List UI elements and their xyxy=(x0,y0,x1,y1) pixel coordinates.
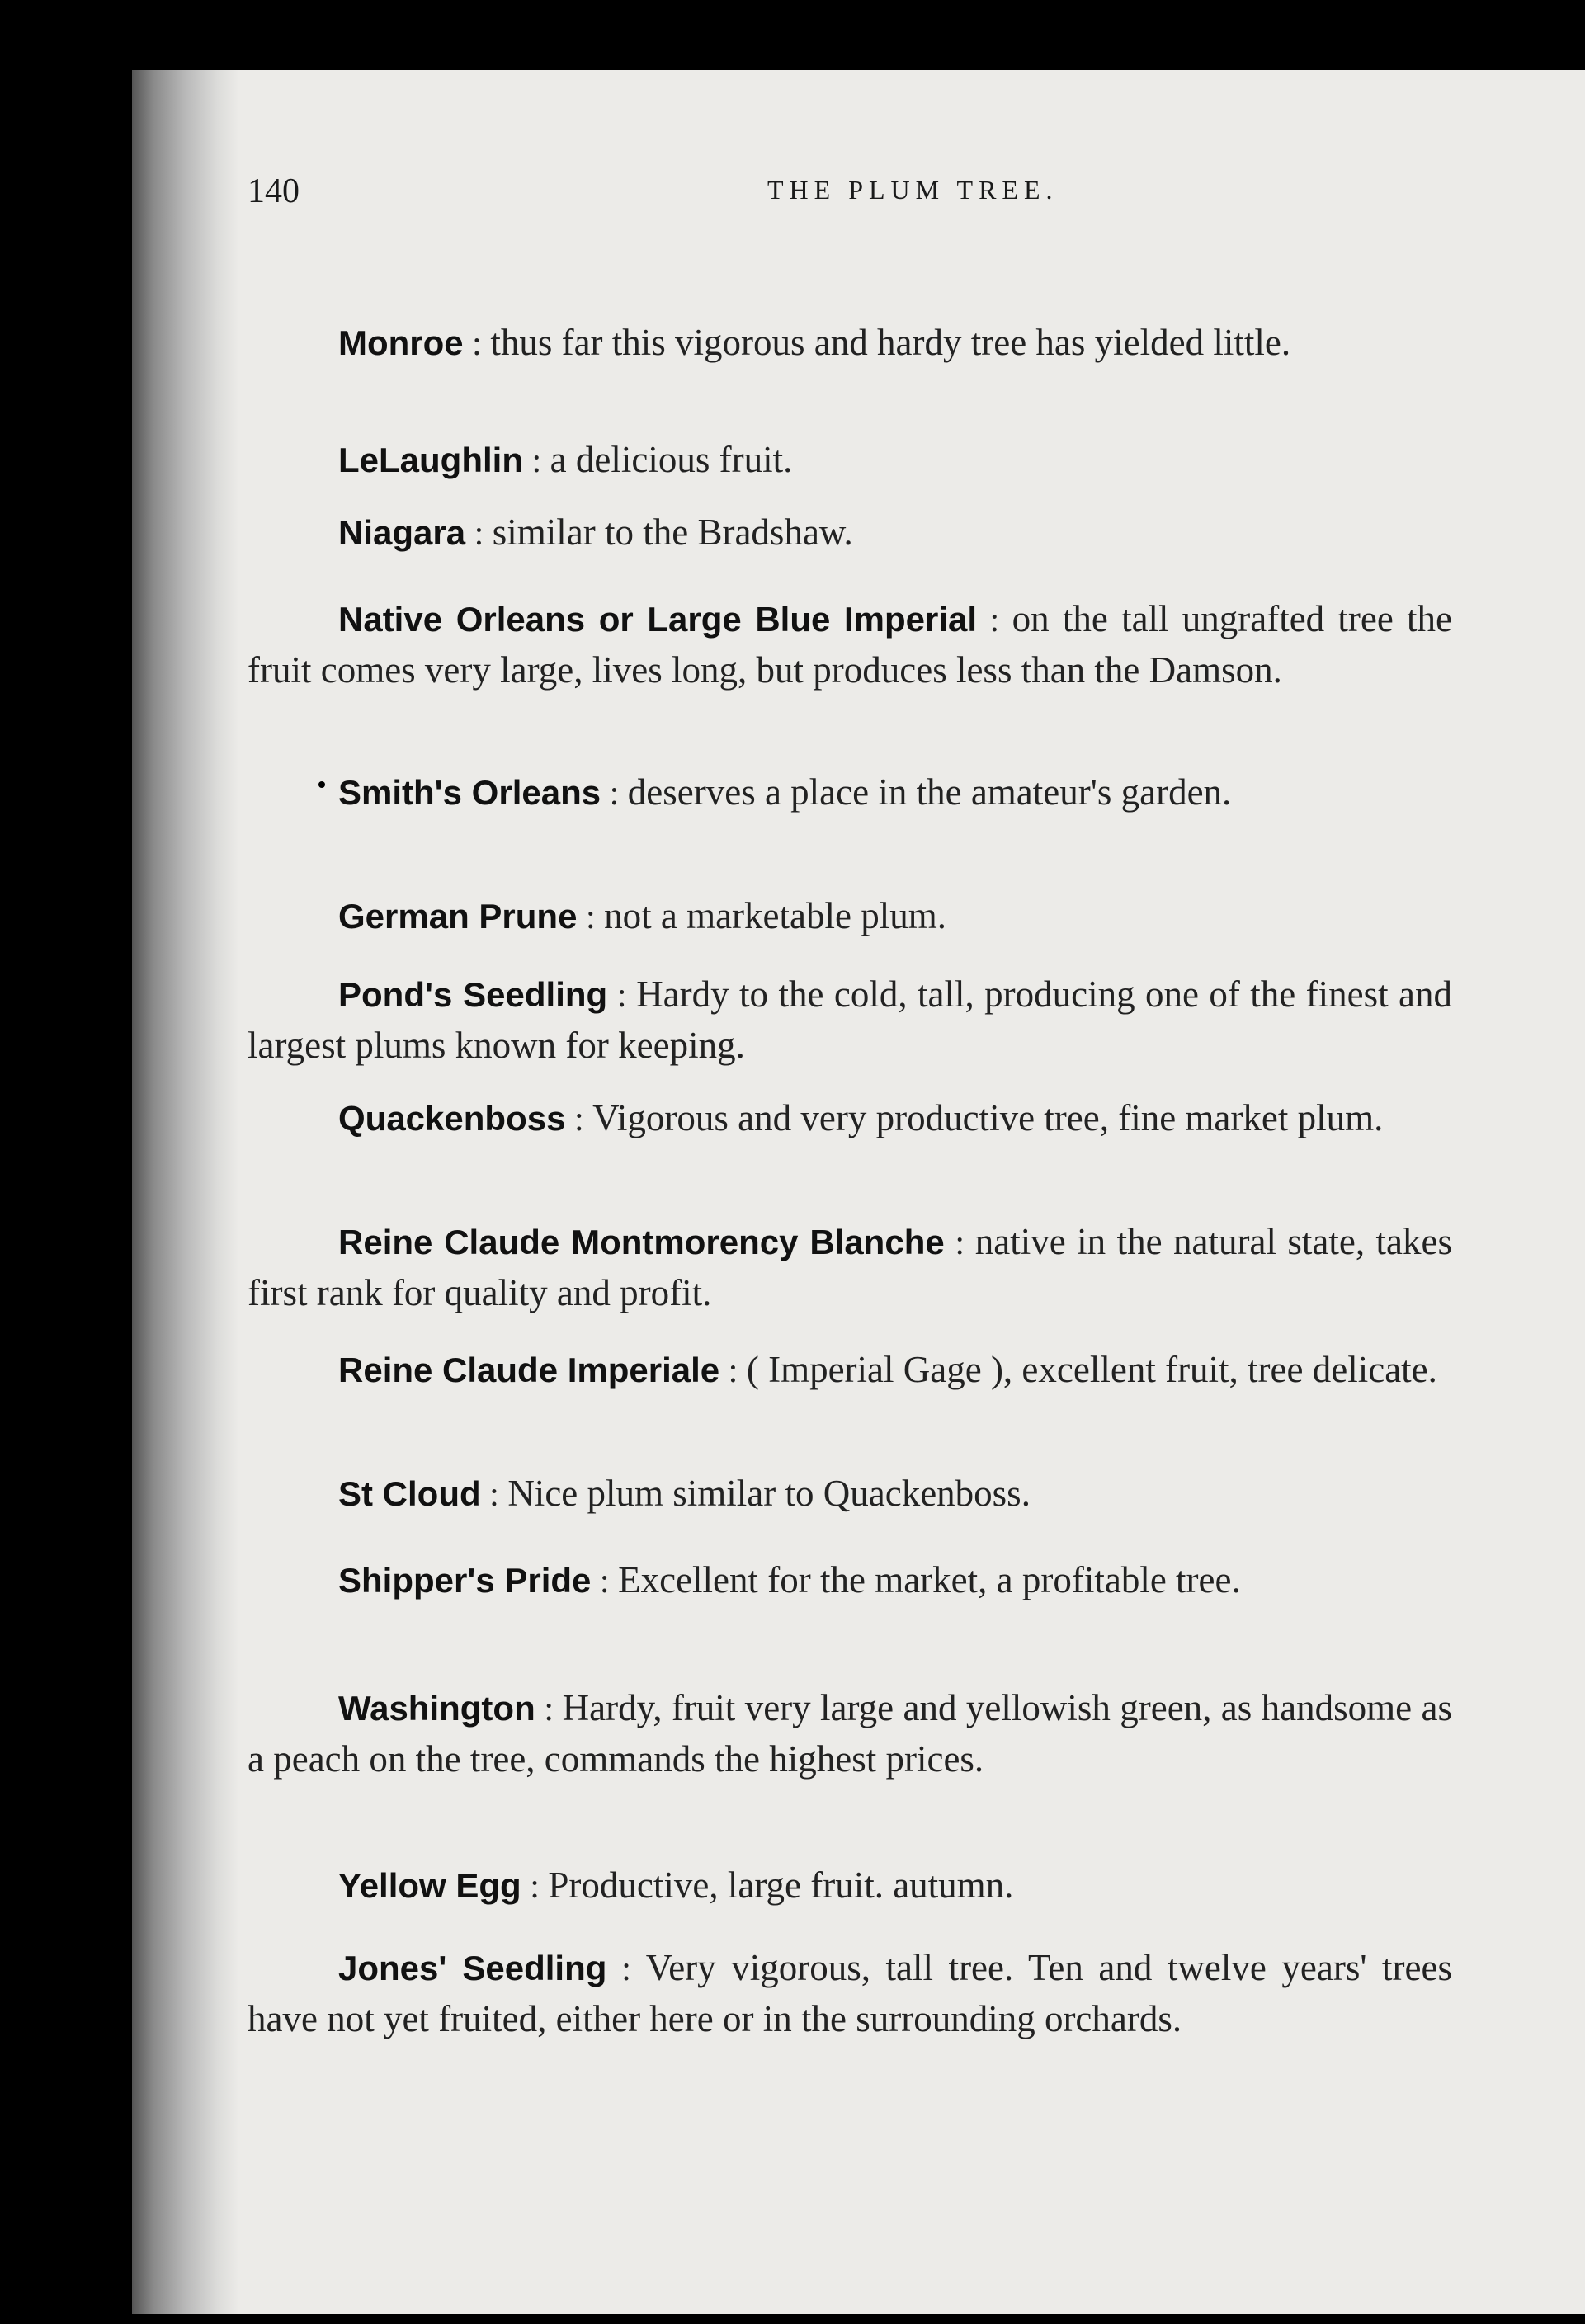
variety-name: St Cloud xyxy=(338,1474,481,1513)
variety-description: ( Imperial Gage ), excellent fruit, tree delicate. xyxy=(746,1349,1437,1390)
running-title: THE PLUM TREE. xyxy=(767,175,1059,205)
entry-lelaughlin: LeLaughlin : a delicious fruit. xyxy=(338,439,793,480)
entry-yellow-egg: Yellow Egg : Productive, large fruit. autumn. xyxy=(338,1864,1014,1906)
variety-name: Niagara xyxy=(338,513,466,552)
variety-description: Very vigorous, tall tree. Ten and twelve years' trees have not yet fruited, either here or in the surrounding orchards. xyxy=(248,1947,1452,2039)
variety-name: Pond's Seedling xyxy=(338,975,608,1014)
variety-description: Productive, large fruit. autumn. xyxy=(548,1864,1014,1906)
variety-description: Vigorous and very productive tree, fine market plum. xyxy=(592,1097,1384,1138)
variety-name: Native Orleans or Large Blue Imperial xyxy=(338,600,978,639)
entry-monroe: Monroe : thus far this vigorous and hardy tree has yielded little. xyxy=(338,322,1291,363)
variety-description: Nice plum similar to Quackenboss. xyxy=(507,1473,1031,1514)
entry-shippers-pride: Shipper's Pride : Excellent for the market, a profitable tree. xyxy=(338,1559,1241,1600)
ink-speck xyxy=(1551,33,1561,54)
variety-description: native in the natural state, takes first rank for quality and profit. xyxy=(248,1221,1452,1313)
variety-name: Smith's Orleans xyxy=(338,773,601,812)
variety-name: Washington xyxy=(338,1689,535,1728)
entry-smiths-orleans: Smith's Orleans : deserves a place in the amateur's garden. xyxy=(338,771,1232,813)
entry-reine-claude-montmorency: Reine Claude Montmorency Blanche : native in the natural state, takes first rank for quality and profit. xyxy=(248,1221,1452,1313)
entry-st-cloud: St Cloud : Nice plum similar to Quackenboss. xyxy=(338,1473,1031,1514)
entry-quackenboss: Quackenboss : Vigorous and very productive tree, fine market plum. xyxy=(338,1097,1384,1138)
entry-reine-claude-imperiale: Reine Claude Imperiale : ( Imperial Gage ), excellent fruit, tree delicate. xyxy=(338,1349,1437,1390)
variety-description: Excellent for the market, a profitable tree. xyxy=(618,1559,1241,1600)
variety-name: Quackenboss xyxy=(338,1099,566,1138)
variety-description: similar to the Bradshaw. xyxy=(492,511,853,553)
entry-german-prune: German Prune : not a marketable plum. xyxy=(338,895,946,936)
entry-jones-seedling: Jones' Seedling : Very vigorous, tall tree. Ten and twelve years' trees have not yet fruited, either here or in the surrounding orchards. xyxy=(248,1947,1452,2039)
variety-name: LeLaughlin xyxy=(338,441,523,479)
variety-description: on the tall ungrafted tree the fruit comes very large, lives long, but produces less than the Damson. xyxy=(248,598,1452,691)
variety-description: Hardy to the cold, tall, producing one of the finest and largest plums known for keeping. xyxy=(248,973,1453,1066)
variety-name: Yellow Egg xyxy=(338,1866,521,1905)
variety-description: a delicious fruit. xyxy=(550,439,793,480)
variety-name: Jones' Seedling xyxy=(338,1949,607,1987)
variety-description: thus far this vigorous and hardy tree has yielded little. xyxy=(490,322,1291,363)
entry-niagara: Niagara : similar to the Bradshaw. xyxy=(338,511,853,553)
entry-washington: Washington : Hardy, fruit very large and yellowish green, as handsome as a peach on the tree, commands the highest prices. xyxy=(248,1687,1453,1780)
variety-name: German Prune xyxy=(338,897,578,936)
variety-name: Monroe xyxy=(338,323,464,362)
page-number: 140 xyxy=(248,172,300,210)
entry-ponds-seedling: Pond's Seedling : Hardy to the cold, tall, producing one of the finest and largest plums known for keeping. xyxy=(248,973,1453,1066)
variety-description: Hardy, fruit very large and yellowish green, as handsome as a peach on the tree, commands the highest prices. xyxy=(248,1687,1453,1780)
variety-name: Shipper's Pride xyxy=(338,1561,592,1600)
page-gutter-shadow xyxy=(132,70,239,2314)
variety-name: Reine Claude Montmorency Blanche xyxy=(338,1223,945,1261)
variety-description: deserves a place in the amateur's garden. xyxy=(627,771,1232,813)
variety-description: not a marketable plum. xyxy=(604,895,946,936)
variety-name: Reine Claude Imperiale xyxy=(338,1351,720,1389)
entry-native-orleans: Native Orleans or Large Blue Imperial : on the tall ungrafted tree the fruit comes very large, lives long, but produces less than the Damson. xyxy=(248,598,1452,691)
